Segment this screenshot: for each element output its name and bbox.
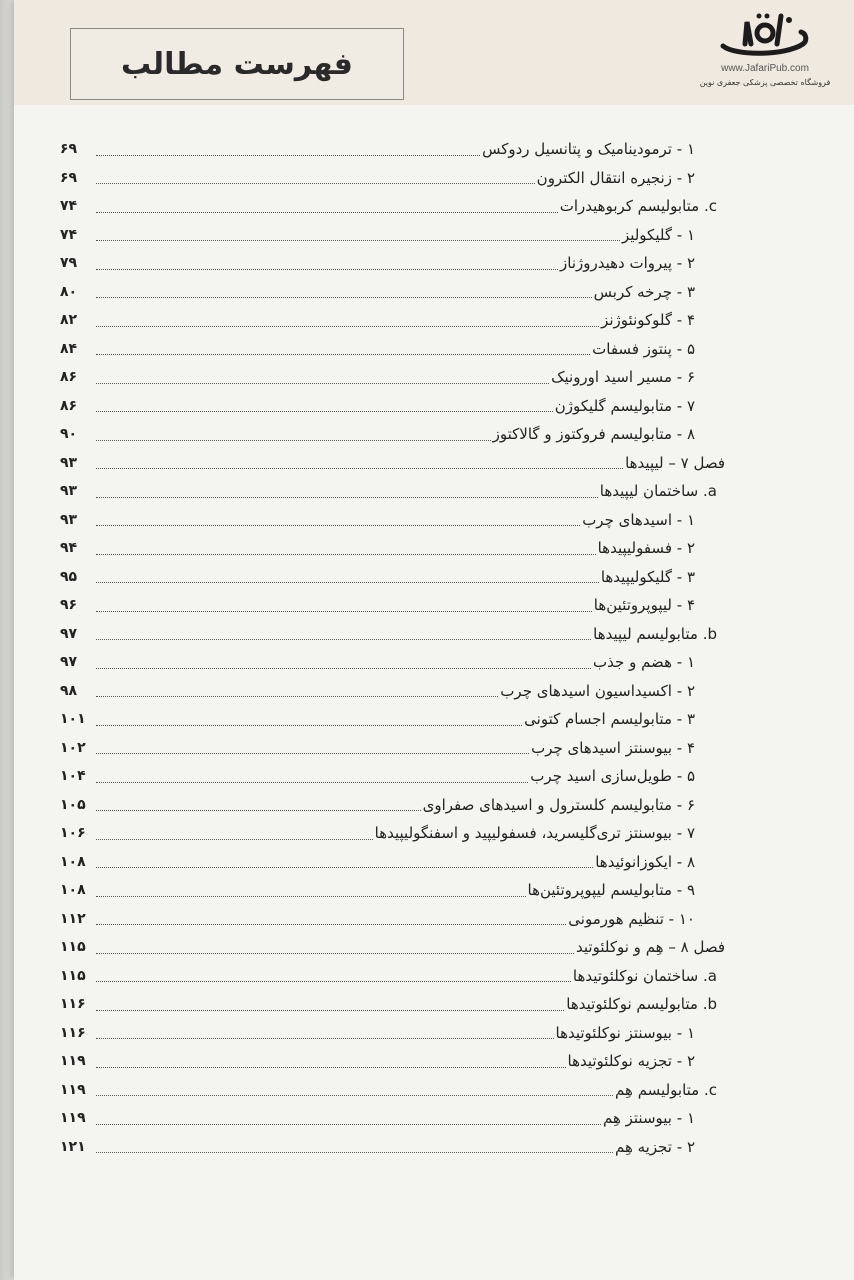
toc-page-number: ۱۱۶ (60, 996, 86, 1013)
toc-entry-label: ۳ - چرخه کربس (593, 282, 695, 301)
toc-entry-label: ۲ - پیروات دهیدروژناز (560, 254, 695, 273)
toc-page-number: ۱۰۲ (60, 739, 86, 756)
toc-entry-label: ۱ - هضم و جذب (593, 653, 695, 672)
toc-entry (60, 506, 725, 535)
toc-page-number: ۷۴ (60, 198, 78, 215)
toc-entry (60, 534, 725, 563)
toc-entry (60, 1104, 725, 1133)
toc-entry-label: ۸ - ایکوزانوئیدها (595, 852, 695, 871)
toc-leader-dots (96, 525, 580, 526)
toc-entry-label: ۱ - اسیدهای چرب (582, 510, 695, 529)
toc-page-number: ۱۱۵ (60, 967, 86, 984)
toc-leader-dots (96, 924, 566, 925)
toc-page-number: ۱۱۵ (60, 939, 86, 956)
toc-leader-dots (96, 1095, 613, 1096)
toc-entry (60, 249, 725, 278)
publisher-logo-icon (715, 8, 815, 63)
toc-entry (60, 677, 725, 706)
toc-entry-label: a. ساختمان نوکلئوتیدها (572, 966, 717, 985)
toc-entry (60, 591, 725, 620)
toc-entry (60, 164, 725, 193)
toc-page-number: ۶۹ (60, 141, 78, 158)
toc-entry (60, 905, 725, 934)
toc-entry-label: ۵ - پنتوز فسفات (592, 339, 695, 358)
toc-page-number: ۱۰۸ (60, 853, 86, 870)
toc-leader-dots (96, 981, 571, 982)
toc-leader-dots (96, 896, 526, 897)
toc-page-number: ۹۳ (60, 454, 78, 471)
toc-entry-label: ۲ - فسفولیپیدها (597, 539, 695, 558)
toc-entry-label: ۴ - بیوسنتز اسیدهای چرب (531, 738, 695, 757)
toc-entry-label: ۶ - متابولیسم کلسترول و اسیدهای صفراوی (422, 795, 695, 814)
toc-entry-label: ۶ - مسیر اسید اورونیک (551, 368, 695, 387)
toc-page-number: ۱۰۱ (60, 711, 86, 728)
toc-page-number: ۷۴ (60, 226, 78, 243)
toc-page-number: ۱۱۲ (60, 910, 86, 927)
toc-entry-label: b. متابولیسم نوکلئوتیدها (566, 995, 717, 1014)
toc-page-number: ۹۷ (60, 625, 78, 642)
toc-entry (60, 1047, 725, 1076)
toc-entry-label: ۷ - متابولیسم گلیکوژن (554, 396, 695, 415)
toc-entry (60, 563, 725, 592)
toc-entry (60, 192, 725, 221)
publisher-tagline: فروشگاه تخصصی پزشکی جعفری نوین (699, 78, 831, 87)
toc-entry-label: ۲ - زنجیره انتقال الکترون (536, 168, 695, 187)
toc-leader-dots (96, 953, 574, 954)
toc-leader-dots (96, 411, 553, 412)
toc-entry-label: فصل ۸ – هِم و نوکلئوتید (576, 938, 725, 957)
toc-entry (60, 1076, 725, 1105)
toc-leader-dots (96, 1038, 554, 1039)
toc-entry-label: ۸ - متابولیسم فروکتوز و گالاکتوز (492, 425, 695, 444)
toc-leader-dots (96, 782, 528, 783)
toc-entry (60, 306, 725, 335)
toc-entry-label: ۳ - متابولیسم اجسام کتونی (524, 710, 695, 729)
toc-entry (60, 420, 725, 449)
toc-page-number: ۹۳ (60, 511, 78, 528)
book-binding-edge (0, 0, 14, 1280)
toc-entry (60, 876, 725, 905)
toc-entry (60, 477, 725, 506)
toc-leader-dots (96, 212, 558, 213)
toc-page-number: ۹۷ (60, 654, 78, 671)
toc-entry (60, 762, 725, 791)
toc-entry (60, 848, 725, 877)
toc-leader-dots (96, 867, 593, 868)
toc-leader-dots (96, 1152, 613, 1153)
toc-entry-label: ۱ - بیوسنتز نوکلئوتیدها (555, 1023, 695, 1042)
toc-leader-dots (96, 839, 373, 840)
toc-page-number: ۹۶ (60, 597, 78, 614)
toc-leader-dots (96, 611, 592, 612)
toc-entry (60, 648, 725, 677)
toc-entry-label: فصل ۷ – لیپیدها (625, 453, 725, 472)
toc-leader-dots (96, 810, 421, 811)
toc-entry (60, 791, 725, 820)
toc-leader-dots (96, 297, 592, 298)
toc-entry (60, 1019, 725, 1048)
toc-entry (60, 990, 725, 1019)
toc-entry (60, 363, 725, 392)
toc-page-number: ۱۱۹ (60, 1110, 86, 1127)
toc-entry (60, 449, 725, 478)
toc-page-number: ۱۰۸ (60, 882, 86, 899)
toc-entry (60, 933, 725, 962)
toc-leader-dots (96, 383, 549, 384)
page-title: فهرست مطالب (121, 46, 353, 82)
toc-entry-label: ۱ - بیوسنتز هِم (602, 1109, 695, 1128)
title-box (70, 28, 404, 100)
toc-entry (60, 705, 725, 734)
toc-leader-dots (96, 326, 599, 327)
toc-entry-label: a. ساختمان لیپیدها (599, 482, 717, 501)
toc-entry-label: c. متابولیسم هِم (615, 1080, 717, 1099)
toc-entry (60, 135, 725, 164)
toc-entry (60, 278, 725, 307)
toc-entry-label: b. متابولیسم لیپیدها (593, 624, 717, 643)
toc-entry-label: ۴ - لیپوپروتئین‌ها (593, 596, 695, 615)
toc-page-number: ۱۰۶ (60, 825, 86, 842)
toc-page-number: ۹۰ (60, 426, 78, 443)
toc-leader-dots (96, 354, 590, 355)
toc-entry-label: c. متابولیسم کربوهیدرات (559, 197, 717, 216)
toc-page-number: ۸۶ (60, 369, 78, 386)
toc-entry (60, 620, 725, 649)
toc-entry-label: ۲ - اکسیداسیون اسیدهای چرب (500, 681, 695, 700)
toc-page-number: ۹۳ (60, 483, 78, 500)
toc-entry-label: ۴ - گلوکونئوژنز (601, 311, 695, 330)
toc-entry-label: ۲ - تجزیه نوکلئوتیدها (567, 1052, 695, 1071)
toc-entry-label: ۲ - تجزیه هِم (614, 1137, 695, 1156)
publisher-logo (690, 8, 840, 103)
toc-entry-label: ۱ - گلیکولیز (621, 225, 695, 244)
toc-entry (60, 734, 725, 763)
toc-leader-dots (96, 725, 522, 726)
toc-leader-dots (96, 269, 558, 270)
toc-entry (60, 392, 725, 421)
toc-leader-dots (96, 1010, 564, 1011)
toc-entry-label: ۱ - ترمودینامیک و پتانسیل ردوکس (482, 140, 695, 159)
toc-leader-dots (96, 554, 596, 555)
toc-entry (60, 221, 725, 250)
toc-leader-dots (96, 582, 599, 583)
toc-entry (60, 1133, 725, 1162)
toc-page-number: ۱۱۹ (60, 1081, 86, 1098)
table-of-contents (60, 135, 725, 1161)
toc-page-number: ۷۹ (60, 255, 78, 272)
toc-entry-label: ۷ - بیوسنتز تری‌گلیسرید، فسفولیپید و اسفنگولیپیدها (374, 824, 695, 843)
toc-leader-dots (96, 639, 591, 640)
toc-leader-dots (96, 183, 535, 184)
toc-page-number: ۹۸ (60, 682, 78, 699)
toc-entry (60, 962, 725, 991)
toc-leader-dots (96, 1067, 566, 1068)
toc-leader-dots (96, 440, 491, 441)
toc-page-number: ۸۶ (60, 397, 78, 414)
toc-entry-label: ۱۰ - تنظیم هورمونی (568, 909, 695, 928)
toc-page-number: ۱۰۴ (60, 768, 86, 785)
toc-entry-label: ۳ - گلیکولیپیدها (600, 567, 695, 586)
toc-page-number: ۹۴ (60, 540, 78, 557)
toc-leader-dots (96, 155, 480, 156)
toc-leader-dots (96, 1124, 601, 1125)
toc-entry (60, 819, 725, 848)
toc-entry (60, 335, 725, 364)
toc-page-number: ۱۰۵ (60, 796, 86, 813)
toc-leader-dots (96, 696, 498, 697)
toc-page-number: ۱۱۹ (60, 1053, 86, 1070)
toc-page-number: ۸۲ (60, 312, 78, 329)
toc-leader-dots (96, 468, 623, 469)
toc-page-number: ۸۴ (60, 340, 78, 357)
toc-page-number: ۹۵ (60, 568, 78, 585)
publisher-url: www.JafariPub.com (721, 63, 809, 74)
toc-entry-label: ۵ - طویل‌سازی اسید چرب (530, 767, 695, 786)
toc-page-number: ۸۰ (60, 283, 78, 300)
toc-leader-dots (96, 668, 591, 669)
toc-leader-dots (96, 240, 620, 241)
toc-entry-label: ۹ - متابولیسم لیپوپروتئین‌ها (527, 881, 695, 900)
toc-page-number: ۱۱۶ (60, 1024, 86, 1041)
toc-page-number: ۶۹ (60, 169, 78, 186)
toc-leader-dots (96, 753, 529, 754)
toc-page-number: ۱۲۱ (60, 1138, 86, 1155)
toc-leader-dots (96, 497, 598, 498)
